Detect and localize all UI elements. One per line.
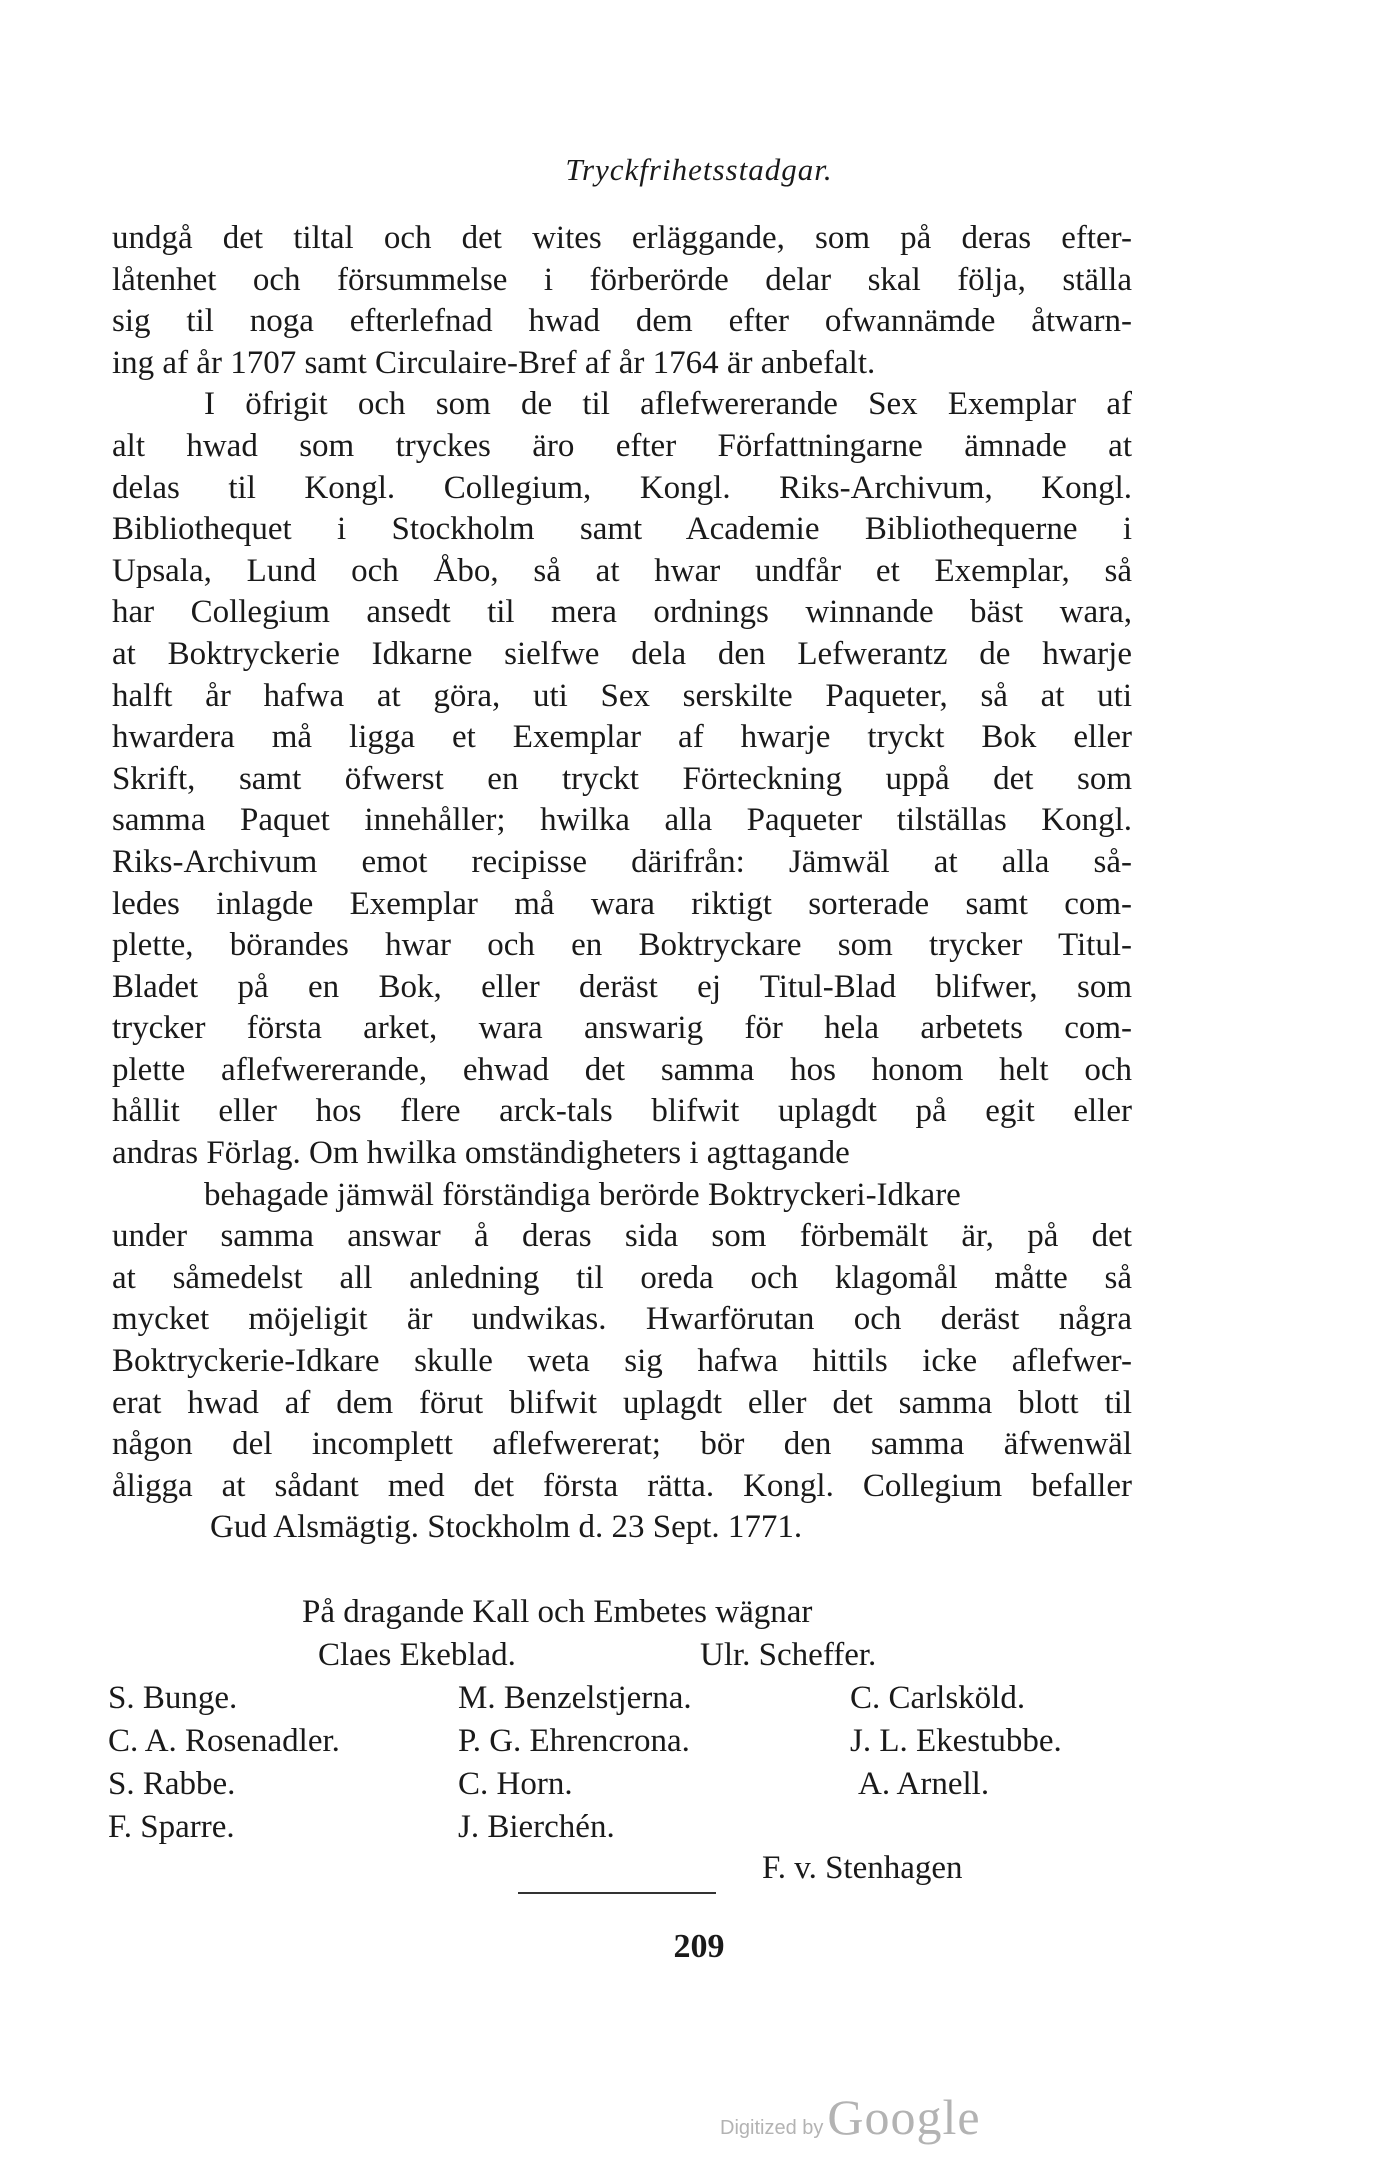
text-line: Upsala, Lund och Åbo, så at hwar undfår et Exemplar, så (112, 552, 1132, 589)
divider-rule (518, 1892, 716, 1894)
text-line: halft år hafwa at göra, uti Sex serskilte Paqueter, så at uti (112, 677, 1132, 714)
body-text (112, 218, 1132, 1549)
text-line: har Collegium ansedt til mera ordnings winnande bäst wara, (112, 594, 1132, 631)
text-line: Riks-Archivum emot recipisse därifrån: Jämwäl at alla så- (112, 843, 1132, 880)
text-line: plette, börandes hwar och en Boktryckare som trycker Titul- (112, 927, 1132, 964)
signatory-name: J. Bierchén. (458, 1809, 615, 1845)
text-line: Bladet på en Bok, eller deräst ej Titul-Blad blifwer, som (112, 968, 1132, 1005)
signatory-name: S. Rabbe. (108, 1766, 236, 1802)
text-line: andras Förlag. Om hwilka omständigheters i agttagande (112, 1135, 850, 1172)
signatory-name: C. A. Rosenadler. (108, 1723, 340, 1759)
google-logo: Google (827, 2089, 981, 2145)
text-line: Gud Alsmägtig. Stockholm d. 23 Sept. 1771. (210, 1509, 803, 1546)
signatory-name: S. Bunge. (108, 1680, 238, 1716)
text-line: at såmedelst all anledning til oreda och klagomål måtte så (112, 1259, 1132, 1296)
signatory-name: A. Arnell. (858, 1766, 990, 1802)
running-title: Tryckfrihetsstadgar. (565, 152, 833, 187)
closing-formula: På dragande Kall och Embetes wägnar (302, 1594, 813, 1630)
digitized-watermark (720, 2088, 981, 2146)
text-line: ing af år 1707 samt Circulaire-Bref af år 1764 är anbefalt. (112, 344, 876, 381)
watermark-prefix: Digitized by (720, 2117, 824, 2139)
signature-ekeblad: Claes Ekeblad. (318, 1637, 516, 1673)
text-line: undgå det tiltal och det wites erläggande, som på deras efter- (112, 220, 1132, 256)
text-line: samma Paquet innehåller; hwilka alla Paqueter tilställas Kongl. (112, 802, 1132, 839)
text-line: hwardera må ligga et Exemplar af hwarje tryckt Bok eller (112, 719, 1132, 756)
signatory-name: M. Benzelstjerna. (458, 1680, 692, 1716)
text-line: under samma answar å deras sida som förbemält är, på det (112, 1218, 1132, 1255)
text-line: at Boktryckerie Idkarne sielfwe dela den Lefwerantz de hwarje (112, 635, 1132, 672)
page-number: 209 (673, 1928, 725, 1965)
text-line: sig til noga efterlefnad hwad dem efter ofwannämde åtwarn- (112, 303, 1132, 340)
signatory-name: C. Carlsköld. (850, 1680, 1026, 1716)
text-line: trycker första arket, wara answarig för hela arbetets com- (112, 1010, 1132, 1047)
text-line: någon del incomplett aflefwererat; bör den samma äfwenwäl (112, 1426, 1132, 1463)
signatory-name: F. v. Stenhagen (762, 1850, 963, 1886)
text-line: Skrift, samt öfwerst en tryckt Förteckning uppå det som (112, 760, 1132, 797)
signatory-name: F. Sparre. (108, 1809, 235, 1845)
text-line: plette aflefwererande, ehwad det samma hos honom helt och (112, 1051, 1132, 1088)
text-line: åligga at sådant med det första rätta. Kongl. Collegium befaller (112, 1467, 1132, 1504)
text-line: Bibliothequet i Stockholm samt Academie Bibliothequerne i (112, 511, 1132, 548)
text-line: behagade jämwäl förständiga berörde Boktryckeri-Idkare (204, 1176, 961, 1213)
text-line: mycket möjeligit är undwikas. Hwarförutan och deräst några (112, 1301, 1132, 1338)
text-line: låtenhet och försummelse i förberörde delar skal följa, ställa (112, 261, 1132, 298)
signatory-name: C. Horn. (458, 1766, 573, 1802)
text-line: I öfrigit och som de til aflefwererande Sex Exemplar af (204, 386, 1132, 423)
text-line: Boktryckerie-Idkare skulle weta sig hafwa hittils icke aflefwer- (112, 1343, 1132, 1380)
signatory-name: J. L. Ekestubbe. (850, 1723, 1062, 1759)
text-line: delas til Kongl. Collegium, Kongl. Riks-Archivum, Kongl. (112, 469, 1132, 506)
signatory-name: P. G. Ehrencrona. (458, 1723, 690, 1759)
text-line: erat hwad af dem förut blifwit uplagdt eller det samma blott til (112, 1384, 1132, 1421)
text-line: hållit eller hos flere arck-tals blifwit uplagdt på egit eller (112, 1093, 1132, 1130)
text-line: ledes inlagde Exemplar må wara riktigt sorterade samt com- (112, 885, 1132, 922)
signature-scheffer: Ulr. Scheffer. (700, 1637, 877, 1673)
text-line: alt hwad som tryckes äro efter Författningarne ämnade at (112, 427, 1132, 464)
